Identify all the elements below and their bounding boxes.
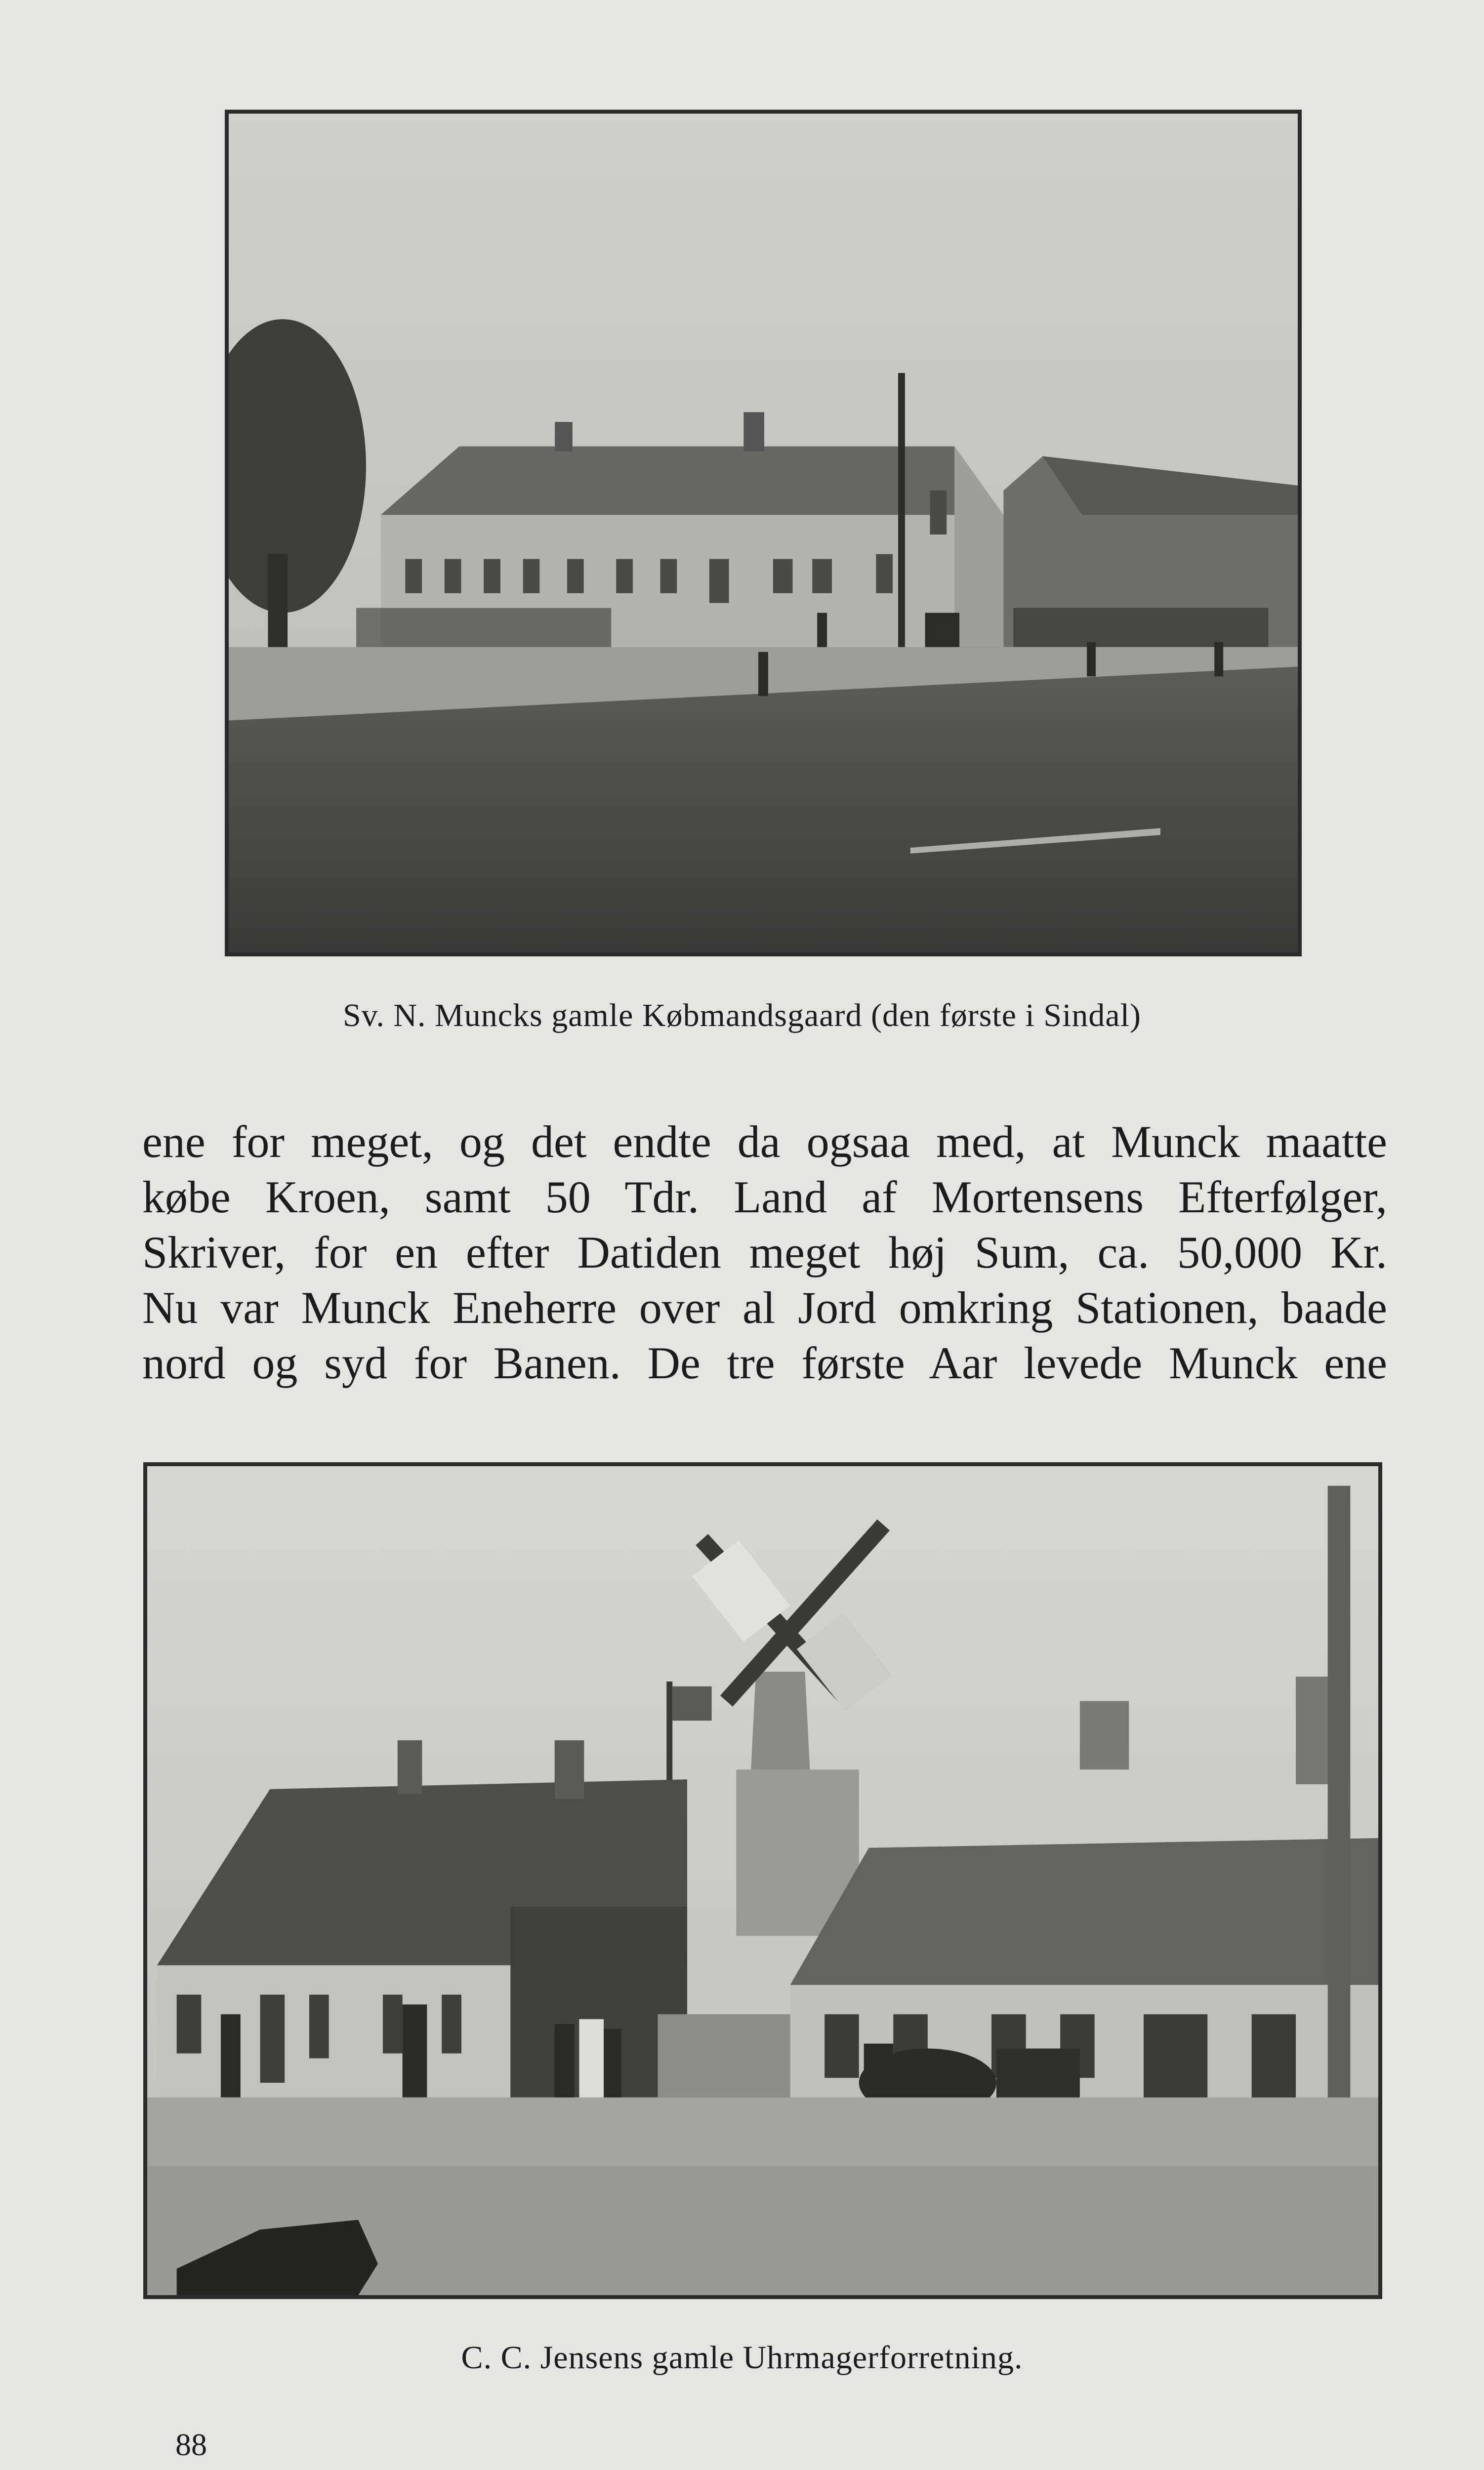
body-line: ene for meget, og det endte da ogsaa med, at Munck maatte — [142, 1116, 1387, 1167]
photo-caption-merchant-yard: Sv. N. Muncks gamle Købmandsgaard (den første i Sindal) — [342, 997, 1142, 1033]
body-line: købe Kroen, samt 50 Tdr. Land af Mortensens Efterfølger, — [142, 1172, 1387, 1222]
page-number: 88 — [175, 2427, 207, 2462]
photo-watchmaker-shop-illustration — [147, 1466, 1378, 2295]
body-paragraph — [142, 1114, 1387, 1391]
body-line: nord og syd for Banen. De tre første Aar levede Munck ene — [142, 1338, 1387, 1388]
photo-merchant-yard-illustration — [229, 114, 1298, 952]
body-line: Nu var Munck Eneherre over al Jord omkring Stationen, baade — [142, 1282, 1387, 1333]
photo-watchmaker-shop — [143, 1462, 1382, 2299]
photo-merchant-yard — [225, 110, 1302, 956]
body-line: Skriver, for en efter Datiden meget høj Sum, ca. 50,000 Kr. — [142, 1227, 1387, 1277]
photo-caption-watchmaker-shop: C. C. Jensens gamle Uhrmagerforretning. — [461, 2340, 1023, 2376]
